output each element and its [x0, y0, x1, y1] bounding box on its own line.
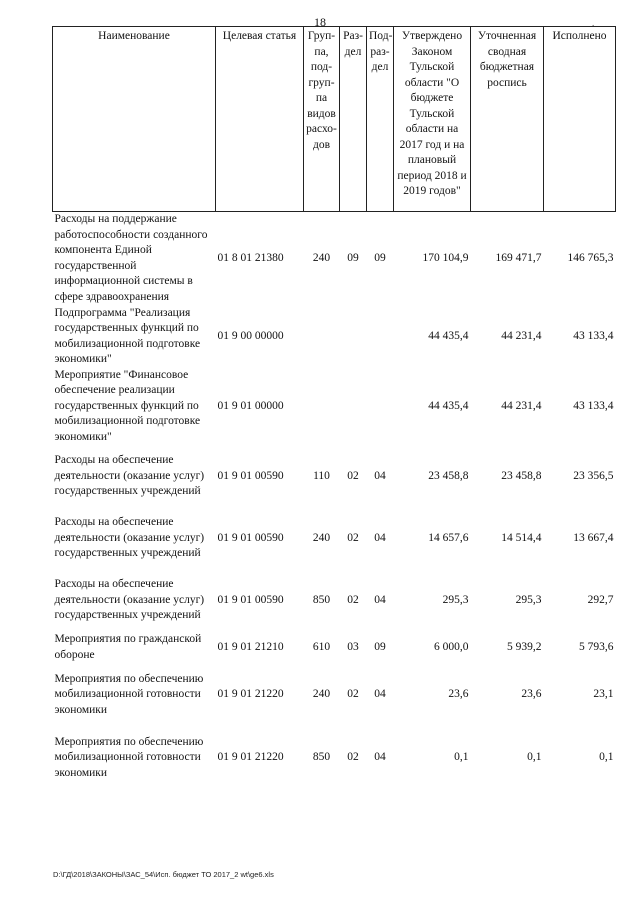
row-subsection	[367, 306, 394, 368]
row-target-code: 01 9 01 00590	[217, 531, 284, 544]
row-section: 02	[347, 593, 359, 606]
table-row	[53, 446, 616, 508]
row-name: Мероприятия по обеспечению мобилизационной готовности экономики	[54, 735, 204, 779]
page-number: 18	[314, 15, 326, 29]
row-revised: 23,6	[521, 688, 542, 701]
row-group: 110	[313, 469, 330, 482]
row-approved: 170 104,9	[422, 252, 469, 264]
table-row	[53, 570, 616, 632]
row-section: 02	[347, 531, 359, 544]
row-approved: 23 458,8	[428, 469, 469, 482]
row-executed: 292,7	[587, 593, 614, 606]
row-target-code: 01 9 01 21220	[217, 688, 284, 701]
row-approved: 44 435,4	[428, 329, 469, 342]
header-name: Наименование	[53, 27, 216, 212]
table-row	[53, 306, 616, 368]
row-revised: 44 231,4	[501, 399, 542, 412]
row-executed: 146 765,3	[567, 252, 614, 264]
header-approved: Утверждено Законом Тульской области "О бюджете Тульской области на 2017 год и на плановый период 2018 и 2019 годов"	[394, 27, 471, 212]
row-section	[340, 306, 367, 368]
row-name: Расходы на обеспечение деятельности (оказание услуг) государственных учреждений	[54, 454, 205, 498]
row-target-code: 01 9 01 00590	[217, 469, 284, 482]
row-group: 240	[312, 531, 331, 544]
row-revised: 23 458,8	[501, 469, 542, 482]
row-revised: 0,1	[527, 751, 542, 764]
corner-mark: .	[592, 18, 595, 28]
table-header-row	[53, 27, 616, 212]
row-revised: 14 514,4	[501, 531, 542, 544]
row-name: Расходы на обеспечение деятельности (оказание услуг) государственных учреждений	[54, 578, 205, 622]
row-target-code: 01 9 01 21210	[217, 640, 284, 653]
row-executed: 23,1	[593, 688, 614, 701]
row-subsection	[367, 368, 394, 446]
row-name: Подпрограмма "Реализация государственных функций по мобилизационной подготовке экономики"	[54, 306, 201, 365]
row-section	[340, 368, 367, 446]
row-executed: 0,1	[599, 751, 614, 764]
row-revised: 295,3	[515, 593, 542, 606]
row-section: 02	[347, 688, 359, 701]
table-row	[53, 368, 616, 446]
table-row	[53, 632, 616, 664]
file-path-footer: D:\ГД\2018\ЗАКОНЫ\ЗАС_54\Исп. бюджет ТО 2017_2 wt\ge6.xls	[53, 870, 274, 879]
table-row	[53, 508, 616, 570]
row-target-code: 01 9 00 00000	[217, 329, 284, 342]
row-group	[304, 368, 340, 446]
row-target-code: 01 9 01 00590	[217, 593, 284, 606]
row-subsection: 04	[374, 751, 386, 764]
row-name: Мероприятия по гражданской обороне	[54, 633, 202, 661]
row-executed: 43 133,4	[573, 399, 614, 412]
row-group: 610	[312, 640, 331, 653]
row-approved: 6 000,0	[434, 640, 469, 653]
row-name: Мероприятия по обеспечению мобилизационной готовности экономики	[54, 672, 204, 716]
row-subsection: 04	[374, 469, 386, 482]
header-subsection: Под-раз-дел	[367, 27, 394, 212]
row-revised: 169 471,7	[495, 252, 542, 264]
header-section: Раз-дел	[340, 27, 367, 212]
row-approved: 295,3	[442, 593, 469, 606]
row-subsection: 04	[374, 531, 386, 544]
table-row	[53, 212, 616, 306]
row-subsection: 04	[374, 593, 386, 606]
row-revised: 44 231,4	[501, 329, 542, 342]
row-name: Расходы на обеспечение деятельности (оказание услуг) государственных учреждений	[54, 516, 205, 560]
row-target-code: 01 9 01 00000	[217, 399, 284, 412]
header-group: Груп-па, под-груп-па видов расхо-дов	[304, 27, 340, 212]
row-executed: 5 793,6	[579, 640, 614, 653]
row-subsection: 04	[374, 688, 386, 701]
row-group: 850	[312, 593, 331, 606]
row-section: 02	[347, 751, 359, 764]
row-section: 03	[347, 640, 359, 653]
row-executed: 23 356,5	[573, 469, 614, 482]
table-row	[53, 727, 616, 790]
row-subsection: 09	[374, 252, 386, 264]
row-group: 850	[312, 751, 331, 764]
row-approved: 0,1	[454, 751, 469, 764]
row-subsection: 09	[374, 640, 386, 653]
budget-table	[52, 26, 616, 790]
row-executed: 43 133,4	[573, 329, 614, 342]
row-approved: 23,6	[448, 688, 469, 701]
table-row	[53, 664, 616, 727]
row-revised: 5 939,2	[507, 640, 542, 653]
row-name: Мероприятие "Финансовое обеспечение реализации государственных функций по мобилизационной подготовке экономики"	[54, 368, 201, 443]
row-approved: 14 657,6	[428, 531, 469, 544]
row-target-code: 01 8 01 21380	[217, 252, 284, 264]
row-target-code: 01 9 01 21220	[217, 751, 284, 764]
row-group: 240	[312, 252, 331, 264]
header-revised: Уточненная сводная бюджетная роспись	[471, 27, 544, 212]
header-executed: Исполнено	[544, 27, 616, 212]
row-executed: 13 667,4	[573, 531, 614, 544]
row-name: Расходы на поддержание работоспособности созданного компонента Единой государственной информационной системы в сфере здравоохранения	[54, 213, 208, 303]
header-target: Целевая статья	[216, 27, 304, 212]
row-group	[304, 306, 340, 368]
row-approved: 44 435,4	[428, 399, 469, 412]
row-section: 02	[347, 469, 359, 482]
row-group: 240	[312, 688, 331, 701]
row-section: 09	[347, 252, 359, 264]
